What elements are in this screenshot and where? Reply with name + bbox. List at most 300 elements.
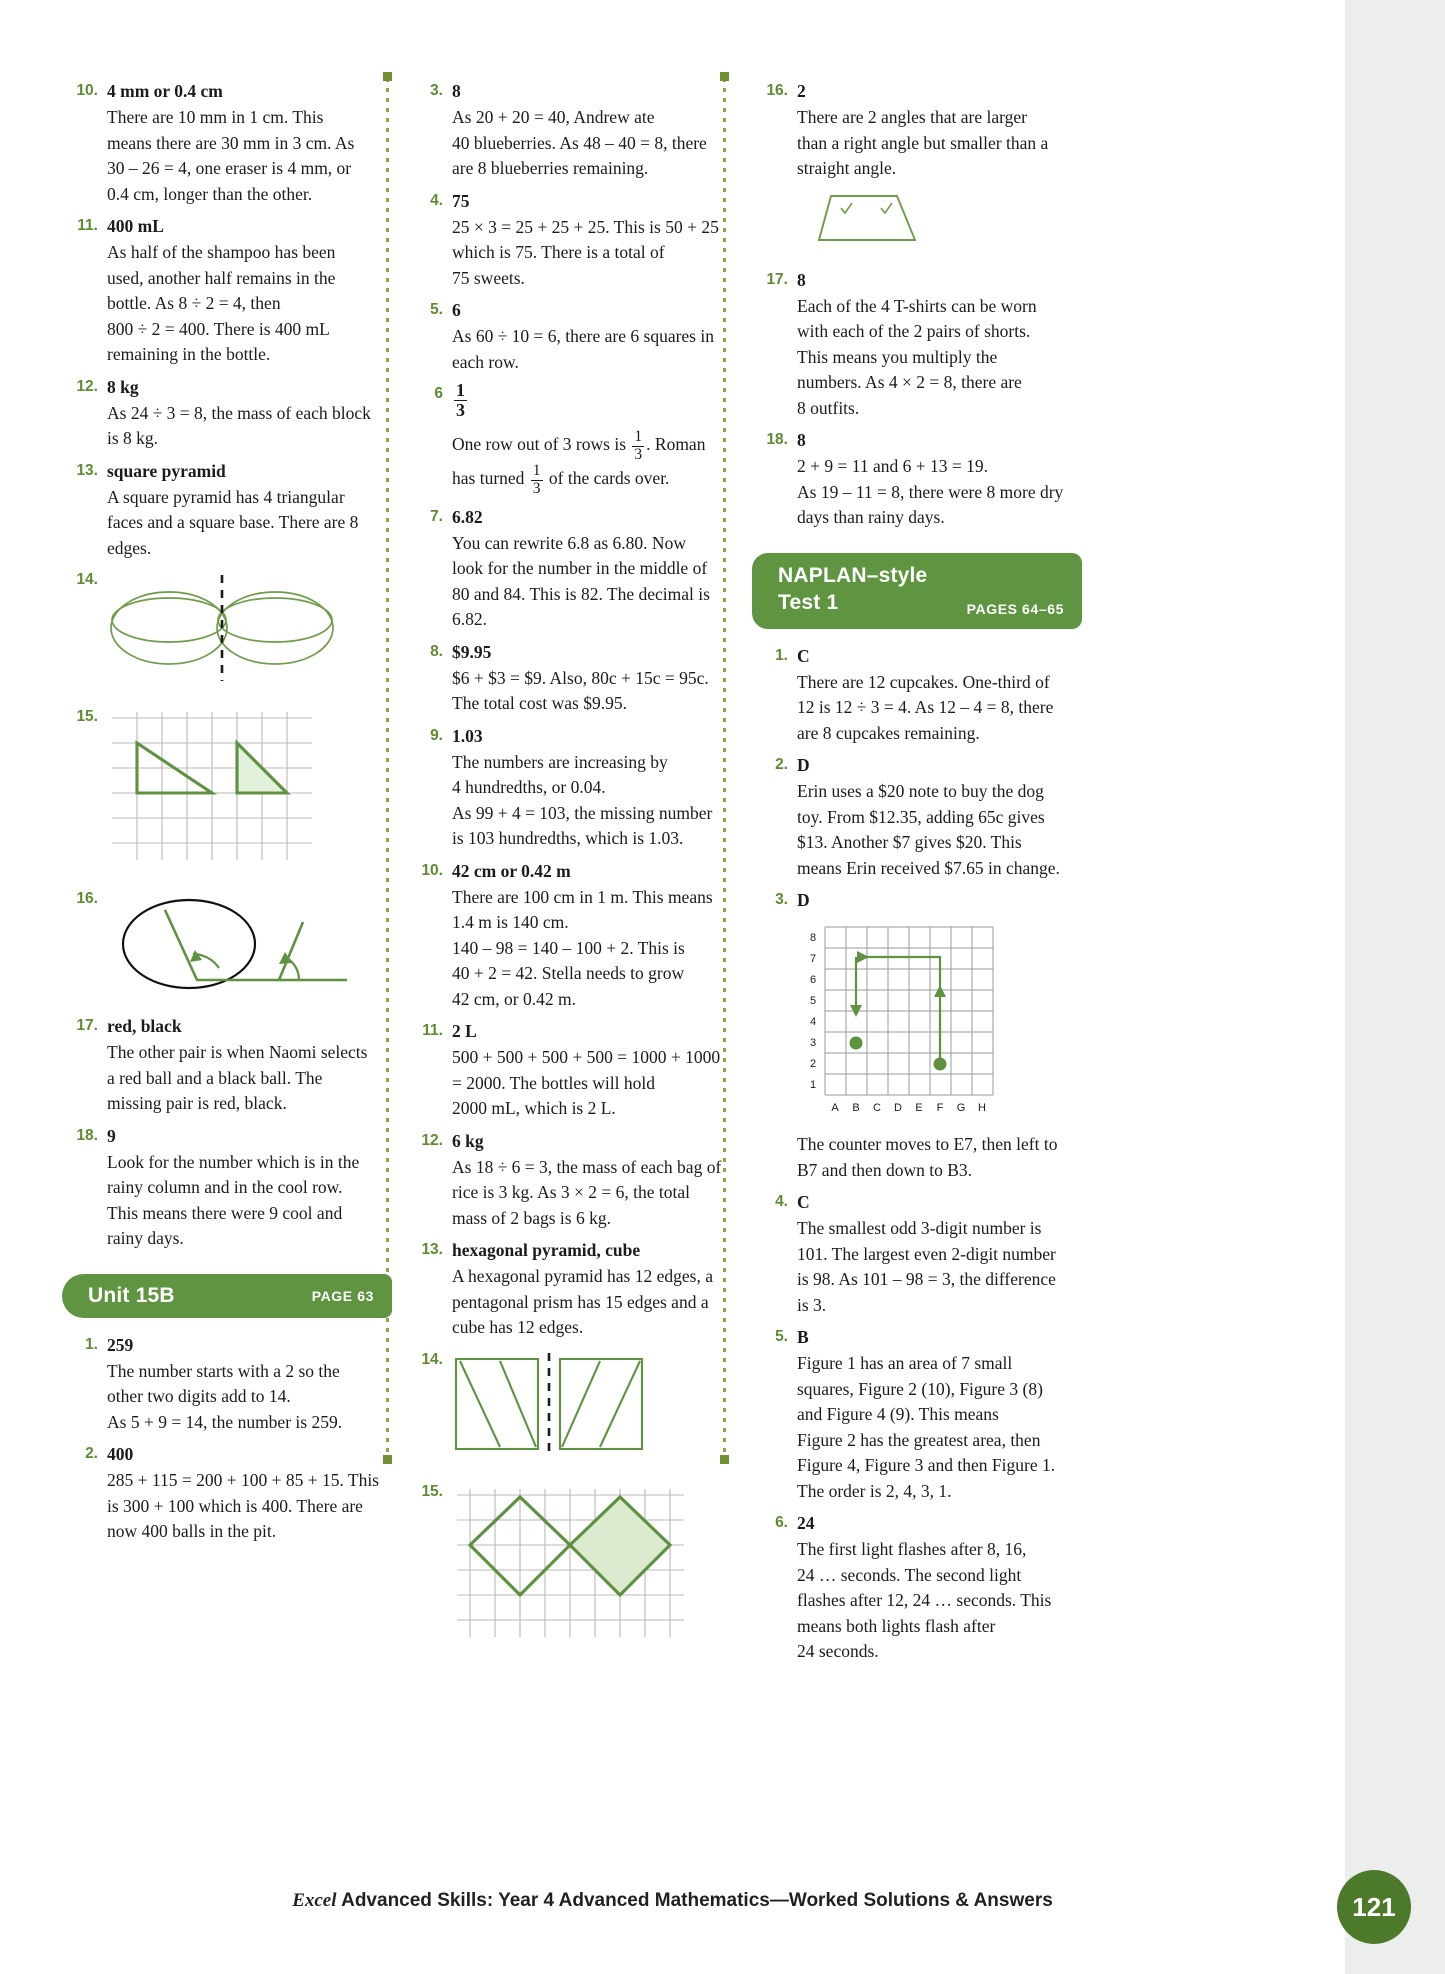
item-explanation (797, 294, 1082, 422)
explanation-line: 24 seconds. (797, 1641, 879, 1661)
explanation-line: 140 – 98 = 140 – 100 + 2. This is (452, 937, 685, 958)
item-explanation (107, 1359, 392, 1436)
column-3 (752, 78, 1082, 1671)
item-answer: C (797, 645, 810, 666)
explanation-line: cube has 12 edges. (452, 1317, 584, 1338)
item-explanation (107, 1150, 392, 1252)
item-body (107, 374, 392, 452)
item-answer: 8 (797, 430, 806, 450)
fraction-denominator: 3 (532, 480, 541, 498)
item-answer: 8 (797, 269, 806, 290)
item-explanation (797, 454, 1082, 531)
item-answer: hexagonal pyramid, cube (452, 1240, 641, 1261)
explanation-line: As half of the shampoo has been (107, 242, 336, 262)
explanation-line: This means there were 9 cool and (107, 1202, 343, 1223)
item-body (107, 213, 392, 368)
naplan-banner (752, 553, 1082, 629)
answer-item (407, 723, 737, 852)
item-number: 14. (421, 1350, 443, 1368)
explanation-line: now 400 balls in the pit. (107, 1521, 277, 1541)
item-number: 10. (76, 82, 98, 99)
answer-item (752, 1510, 1082, 1665)
item-number: 2. (775, 756, 788, 773)
counter-end (934, 1058, 947, 1071)
line-suffix: . Roman (646, 434, 706, 455)
svg-text:8: 8 (809, 932, 817, 944)
column-2 (407, 78, 737, 1671)
fraction (454, 381, 467, 421)
answer-item (62, 1123, 392, 1252)
ovals-symmetry-svg (107, 573, 337, 683)
explanation-line: The order is 2, 4, 3, 1. (797, 1480, 952, 1501)
explanation-line: 2000 mL, which is 2 L. (452, 1098, 616, 1119)
explanation-line: with each of the 2 pairs of shorts. (797, 321, 1031, 341)
explanation-line: There are 2 angles that are larger (797, 107, 1027, 127)
answer-item (62, 1441, 392, 1545)
triangles-grid-figure (107, 710, 392, 870)
item-answer: 4 mm or 0.4 cm (107, 81, 223, 101)
item-body (107, 458, 392, 562)
fraction-denominator: 3 (456, 400, 465, 421)
item-number: 9. (430, 726, 443, 744)
item-body (797, 267, 1082, 422)
explanation-line: 6.82. (452, 609, 487, 630)
answer-item (407, 1237, 737, 1341)
svg-text:6: 6 (809, 974, 817, 986)
answer-item (62, 458, 392, 562)
item-explanation (452, 1045, 737, 1122)
answer-item (407, 381, 737, 498)
item-number: 11. (77, 217, 98, 234)
svg-text:H: H (978, 1102, 986, 1114)
explanation-line: 42 cm, or 0.42 m. (452, 988, 576, 1009)
item-explanation (452, 1264, 737, 1341)
item-number: 13. (76, 461, 98, 479)
rhombus-shaded (570, 1497, 670, 1595)
explanation-line: 80 and 84. This is 82. The decimal is (452, 583, 710, 604)
explanation-line: remaining in the bottle. (107, 344, 271, 364)
explanation-line: The number starts with a 2 so the (107, 1360, 340, 1381)
explanation-line: As 24 ÷ 3 = 8, the mass of each block (107, 402, 371, 423)
svg-text:7: 7 (809, 953, 817, 965)
svg-text:C: C (873, 1102, 881, 1114)
line-suffix: of the cards over. (544, 468, 670, 489)
answer-item (407, 188, 737, 292)
item-answer: 259 (107, 1334, 134, 1355)
item-answer-fraction (452, 381, 737, 421)
naplan-banner-pages: PAGES 64–65 (966, 600, 1064, 617)
fraction (531, 463, 543, 497)
explanation-line: 800 ÷ 2 = 400. There is 400 mL (107, 318, 330, 339)
item-body (797, 1510, 1082, 1665)
answer-item (752, 752, 1082, 881)
item-answer: 75 (452, 190, 470, 211)
answer-item (752, 887, 1082, 1183)
page-footer (0, 1890, 1345, 1912)
item-explanation (797, 779, 1082, 881)
tick-mark (841, 203, 852, 213)
explanation-line: The total cost was $9.95. (452, 693, 627, 714)
answer-item (752, 78, 1082, 261)
answer-item-figure (407, 1479, 737, 1660)
line-prefix: has turned (452, 468, 529, 489)
explanation-line: 40 + 2 = 42. Stella needs to grow (452, 963, 685, 984)
explanation-line: A hexagonal pyramid has 12 edges, a (452, 1266, 713, 1287)
explanation-line: As 60 ÷ 10 = 6, there are 6 squares in (452, 326, 714, 346)
angles-circled-figure (107, 892, 392, 997)
explanation-line: 0.4 cm, longer than the other. (107, 183, 313, 204)
item-answer: C (797, 1192, 810, 1212)
explanation-line: is 8 kg. (107, 428, 159, 448)
item-body (107, 886, 392, 1007)
item-answer: 8 kg (107, 376, 139, 397)
item-number: 4. (775, 1193, 788, 1210)
item-answer: D (797, 755, 810, 775)
x-axis-labels (831, 1102, 986, 1114)
item-answer: square pyramid (107, 460, 226, 481)
explanation-line: 285 + 115 = 200 + 100 + 85 + 15. This (107, 1470, 379, 1490)
answer-item (407, 1128, 737, 1232)
explanation-line: than a right angle but smaller than a (797, 132, 1049, 153)
explanation-line: Look for the number which is in the (107, 1151, 360, 1172)
answer-item-figure (62, 886, 392, 1007)
item-number: 8. (430, 642, 443, 660)
explanation-line: rice is 3 kg. As 3 × 2 = 6, the total (452, 1182, 690, 1203)
item-number: 10. (421, 861, 443, 879)
item-body (107, 1332, 392, 1436)
explanation-line: mass of 2 bags is 6 kg. (452, 1207, 611, 1228)
page-number-badge: 121 (1337, 1870, 1411, 1944)
explanation-line: You can rewrite 6.8 as 6.80. Now (452, 532, 686, 553)
item-answer: 2 L (452, 1021, 477, 1042)
item-body (452, 188, 737, 292)
line-prefix: One row out of 3 rows is (452, 434, 631, 455)
answer-item (62, 213, 392, 368)
item-explanation (107, 1468, 392, 1545)
explanation-line: There are 10 mm in 1 cm. This (107, 107, 324, 127)
item-body (107, 567, 392, 698)
explanation-line: are 8 blueberries remaining. (452, 158, 649, 178)
explanation-line: As 99 + 4 = 103, the missing number (452, 802, 713, 823)
item-number: 7. (430, 507, 443, 525)
explanation-line: 25 × 3 = 25 + 25 + 25. This is 50 + 25 (452, 216, 719, 237)
item-body (107, 1013, 392, 1117)
explanation-line: edges. (107, 537, 152, 558)
explanation-line: The counter moves to E7, then left to (797, 1134, 1058, 1154)
explanation-line: 40 blueberries. As 48 – 40 = 8, there (452, 132, 707, 153)
explanation-line: and Figure 4 (9). This means (797, 1404, 999, 1424)
item-explanation (797, 1537, 1082, 1665)
explanation-line: are 8 cupcakes remaining. (797, 722, 980, 743)
explanation-line: toy. From $12.35, adding 65c gives (797, 806, 1045, 827)
item-explanation (452, 1155, 737, 1232)
answer-item (752, 1189, 1082, 1318)
item-body (452, 858, 737, 1013)
fraction-numerator: 1 (532, 462, 541, 480)
item-number: 17. (766, 270, 788, 288)
item-body (452, 1347, 737, 1473)
item-explanation (107, 401, 392, 452)
explanation-line: As 19 – 11 = 8, there were 8 more dry (797, 481, 1064, 502)
item-number: 14. (76, 571, 98, 588)
item-body (452, 504, 737, 633)
unit-banner-title: Unit 15B (88, 1283, 175, 1307)
explanation-line: means both lights flash after (797, 1615, 996, 1636)
answer-item-figure (407, 1347, 737, 1473)
item-body (797, 887, 1082, 1183)
naplan-banner-title (778, 562, 927, 616)
item-body (452, 1479, 737, 1660)
item-body (452, 1237, 737, 1341)
svg-text:A: A (831, 1102, 839, 1114)
explanation-line: Each of the 4 T-shirts can be worn (797, 295, 1037, 316)
explanation-line (452, 429, 737, 463)
answer-item (407, 1018, 737, 1122)
explanation-line: other two digits add to 14. (107, 1386, 291, 1406)
svg-text:5: 5 (809, 995, 817, 1007)
rhombus-grid-figure (452, 1485, 737, 1650)
item-answer: 400 (107, 1444, 134, 1464)
item-body (797, 752, 1082, 881)
answer-item (62, 78, 392, 207)
angles-circled-svg (107, 892, 347, 992)
footer-brand: Excel (292, 1890, 337, 1911)
fraction (632, 429, 644, 463)
explanation-line: 1.4 m is 140 cm. (452, 912, 569, 933)
item-number: 11. (422, 1022, 443, 1040)
squares-symmetry-svg (452, 1353, 647, 1458)
svg-text:2: 2 (809, 1058, 817, 1070)
explanation-line: pentagonal prism has 15 edges and a (452, 1291, 709, 1312)
explanation-line: Figure 1 has an area of 7 small (797, 1353, 1013, 1373)
item-body (452, 1018, 737, 1122)
explanation-line: is 3. (797, 1294, 827, 1315)
y-axis-labels (810, 932, 816, 1091)
item-answer: 6 kg (452, 1130, 484, 1151)
arrow-up (934, 985, 946, 997)
explanation-line: rainy column and in the cool row. (107, 1177, 343, 1197)
item-answer: 2 (797, 81, 806, 101)
explanation-line: each row. (452, 351, 519, 372)
explanation-line: 2 + 9 = 11 and 6 + 13 = 19. (797, 456, 988, 476)
explanation-line: As 5 + 9 = 14, the number is 259. (107, 1411, 343, 1432)
explanation-line: Erin uses a $20 note to buy the dog (797, 781, 1044, 801)
explanation-line: missing pair is red, black. (107, 1093, 287, 1113)
item-explanation (107, 240, 392, 368)
item-answer: 1.03 (452, 725, 483, 746)
item-body (452, 639, 737, 717)
explanation-line: is 300 + 100 which is 400. There are (107, 1495, 363, 1516)
explanation-line: faces and a square base. There are 8 (107, 512, 359, 532)
item-explanation (452, 750, 737, 852)
explanation-line: $13. Another $7 gives $20. This (797, 832, 1022, 852)
item-number: 2. (85, 1445, 98, 1462)
explanation-line: squares, Figure 2 (10), Figure 3 (8) (797, 1378, 1043, 1399)
counter-start (850, 1037, 863, 1050)
footer-text: Advanced Skills: Year 4 Advanced Mathematics—Worked Solutions & Answers (336, 1890, 1053, 1911)
explanation-line: There are 100 cm in 1 m. This means (452, 886, 713, 907)
item-answer: 6.82 (452, 506, 483, 527)
explanation-line: Figure 2 has the greatest area, then (797, 1429, 1041, 1450)
item-answer: B (797, 1327, 809, 1347)
explanation-line: days than rainy days. (797, 507, 945, 527)
item-answer: 6 (452, 300, 461, 320)
unit-banner (62, 1274, 392, 1318)
item-number: 3. (430, 82, 443, 99)
answer-item (752, 267, 1082, 422)
explanation-line: 24 … seconds. The second light (797, 1564, 1022, 1585)
item-number: 6 (434, 385, 443, 402)
svg-text:B: B (852, 1102, 860, 1114)
svg-text:F: F (936, 1102, 944, 1114)
explanation-line: flashes after 12, 24 … seconds. This (797, 1590, 1052, 1610)
explanation-line: As 18 ÷ 6 = 3, the mass of each bag of (452, 1156, 722, 1177)
item-explanation (107, 105, 392, 207)
answer-item (62, 1332, 392, 1436)
answer-item (407, 297, 737, 375)
explanation-line: B7 and then down to B3. (797, 1159, 972, 1180)
item-body (452, 381, 737, 498)
tick-mark (881, 203, 892, 213)
trapezium-ticks-svg (797, 188, 937, 246)
item-number: 5. (775, 1328, 788, 1345)
item-body (797, 1189, 1082, 1318)
answer-item (62, 374, 392, 452)
svg-text:E: E (915, 1102, 923, 1114)
explanation-line: straight angle. (797, 158, 897, 178)
item-explanation (452, 666, 737, 717)
item-explanation (797, 670, 1082, 747)
explanation-line: means Erin received $7.65 in change. (797, 857, 1060, 878)
answer-item (752, 643, 1082, 747)
explanation-line: a red ball and a black ball. The (107, 1067, 323, 1088)
naplan-title-line-1: NAPLAN–style (778, 563, 928, 587)
item-number: 18. (76, 1126, 98, 1144)
rhombus-grid-svg (452, 1485, 692, 1645)
item-number: 16. (76, 890, 98, 907)
answer-item (407, 504, 737, 633)
answer-item (752, 427, 1082, 531)
page-edge-strip (1345, 0, 1445, 1974)
item-body (797, 427, 1082, 531)
item-explanation (797, 1351, 1082, 1504)
item-body (797, 1324, 1082, 1504)
explanation-line: look for the number in the middle of (452, 558, 708, 579)
item-body (452, 1128, 737, 1232)
item-explanation (452, 429, 737, 498)
explanation-line: used, another half remains in the (107, 267, 336, 288)
item-number: 15. (76, 708, 98, 725)
item-number: 3. (775, 891, 788, 908)
explanation-line: A square pyramid has 4 triangular (107, 486, 345, 507)
explanation-line: 101. The largest even 2-digit number (797, 1243, 1056, 1264)
item-explanation (797, 1132, 1082, 1183)
explanation-line: The smallest odd 3-digit number is (797, 1218, 1042, 1238)
answer-item (752, 1324, 1082, 1504)
item-number: 4. (430, 191, 443, 209)
item-answer: 8 (452, 81, 461, 101)
explanation-line: 75 sweets. (452, 267, 525, 288)
item-answer: 42 cm or 0.42 m (452, 860, 571, 881)
coordinate-grid-figure (797, 919, 1082, 1122)
explanation-line (452, 463, 737, 497)
item-explanation (452, 885, 737, 1013)
item-body (107, 1123, 392, 1252)
explanation-line: bottle. As 8 ÷ 2 = 4, then (107, 293, 281, 313)
item-explanation (797, 1216, 1082, 1318)
explanation-line: The numbers are increasing by (452, 751, 668, 772)
item-explanation (107, 1040, 392, 1117)
item-explanation (452, 105, 737, 182)
item-body (452, 723, 737, 852)
item-explanation (797, 105, 1082, 182)
fraction-numerator: 1 (634, 427, 643, 445)
ovals-symmetry-figure (107, 573, 392, 688)
item-number: 1. (775, 646, 788, 664)
item-number: 15. (421, 1482, 443, 1500)
item-answer: D (797, 890, 810, 910)
item-number: 18. (766, 431, 788, 448)
svg-text:4: 4 (809, 1016, 817, 1028)
item-number: 13. (421, 1241, 443, 1259)
coordinate-grid-svg (797, 919, 1012, 1117)
answer-item (407, 78, 737, 182)
item-explanation (452, 531, 737, 633)
explanation-line: 4 hundredths, or 0.04. (452, 777, 606, 798)
answer-item (62, 1013, 392, 1117)
explanation-line: rainy days. (107, 1228, 184, 1248)
explanation-line: There are 12 cupcakes. One-third of (797, 671, 1050, 692)
explanation-line: which is 75. There is a total of (452, 242, 665, 262)
answer-item (407, 639, 737, 717)
item-answer: red, black (107, 1016, 182, 1036)
item-body (107, 1441, 392, 1545)
item-body (107, 704, 392, 880)
explanation-line: $6 + $3 = $9. Also, 80c + 15c = 95c. (452, 667, 709, 688)
explanation-line: 30 – 26 = 4, one eraser is 4 mm, or (107, 158, 352, 178)
item-answer: 9 (107, 1125, 116, 1146)
item-number: 17. (76, 1017, 98, 1034)
item-body (452, 297, 737, 375)
svg-text:G: G (956, 1102, 966, 1114)
fraction-numerator: 1 (456, 380, 465, 400)
explanation-line: means there are 30 mm in 3 cm. As (107, 132, 355, 153)
item-answer: 24 (797, 1513, 815, 1533)
item-explanation (452, 324, 737, 375)
explanation-line: is 103 hundredths, which is 1.03. (452, 828, 684, 849)
item-body (107, 78, 392, 207)
triangles-grid-svg (107, 710, 322, 865)
explanation-line: = 2000. The bottles will hold (452, 1072, 656, 1093)
explanation-line: As 20 + 20 = 40, Andrew ate (452, 107, 655, 127)
explanation-line: 12 is 12 ÷ 3 = 4. As 12 – 4 = 8, there (797, 697, 1054, 717)
column-1 (62, 78, 392, 1671)
explanation-line: The other pair is when Naomi selects (107, 1042, 368, 1062)
naplan-title-line-2: Test 1 (778, 590, 839, 614)
item-explanation (452, 215, 737, 292)
unit-banner-page: PAGE 63 (311, 1287, 374, 1304)
item-answer: 400 mL (107, 216, 164, 236)
explanation-line: Figure 4, Figure 3 and then Figure 1. (797, 1455, 1056, 1475)
squares-symmetry-figure (452, 1353, 737, 1463)
item-body (797, 643, 1082, 747)
answer-columns (62, 78, 1277, 1671)
item-number: 5. (430, 301, 443, 318)
item-number: 1. (85, 1335, 98, 1353)
item-answer: $9.95 (452, 641, 492, 662)
item-number: 6. (775, 1514, 788, 1531)
explanation-line: 500 + 500 + 500 + 500 = 1000 + 1000 (452, 1047, 721, 1068)
